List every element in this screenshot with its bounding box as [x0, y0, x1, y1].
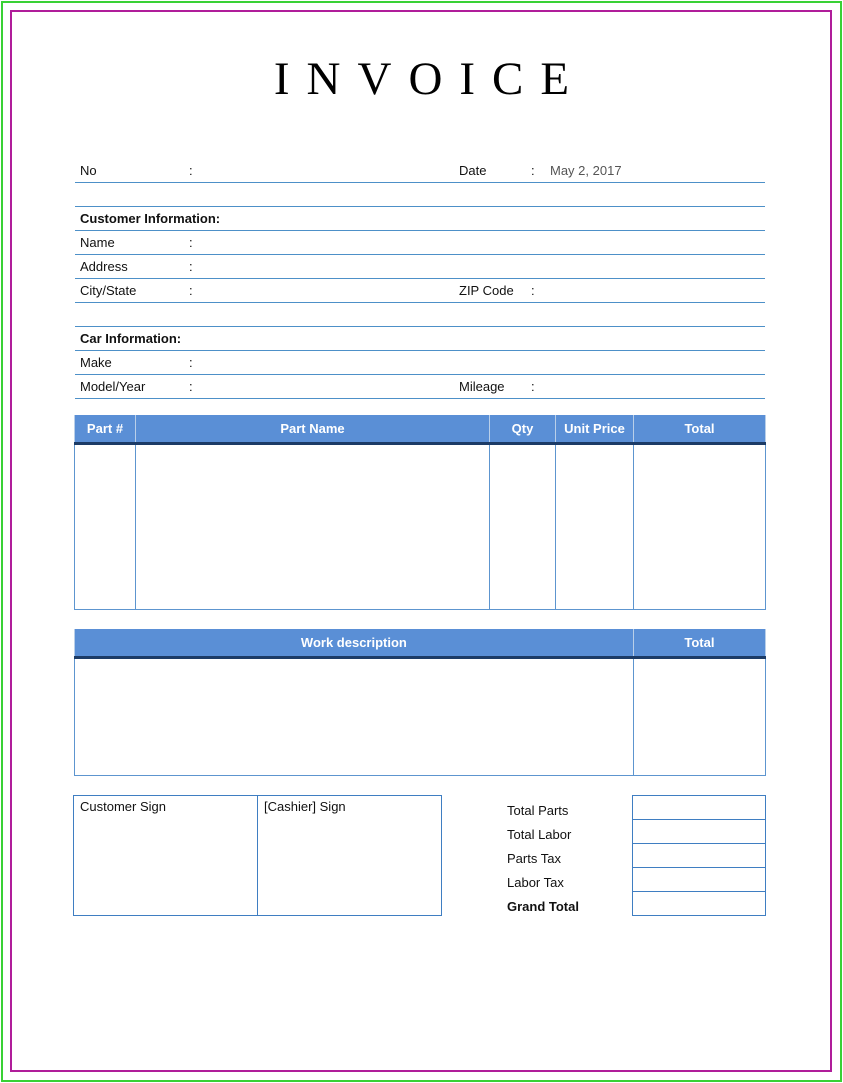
col-qty: Qty: [490, 415, 556, 444]
labor-tax-label: Labor Tax: [507, 875, 564, 890]
car-section-label: Car Information:: [80, 331, 182, 346]
make-label: Make: [80, 355, 112, 370]
total-labor-field[interactable]: [632, 819, 766, 844]
total-parts-field[interactable]: [632, 795, 766, 820]
grand-total-label: Grand Total: [507, 899, 579, 914]
col-unit-price: Unit Price: [556, 415, 634, 444]
row-address[interactable]: [75, 254, 765, 279]
row-name[interactable]: [75, 230, 765, 255]
table-row: [75, 444, 766, 610]
car-section-row: [75, 326, 765, 351]
blank-row: [75, 182, 765, 207]
table-row: [75, 658, 766, 776]
customer-sign-box[interactable]: [73, 795, 258, 916]
customer-section-row: [75, 206, 765, 231]
part-name-cell[interactable]: [136, 444, 490, 610]
row-no-date: [75, 158, 765, 183]
mileage-colon: :: [531, 379, 535, 394]
cashier-sign-box[interactable]: [257, 795, 442, 916]
zip-colon: :: [531, 283, 535, 298]
parts-tax-label: Parts Tax: [507, 851, 561, 866]
city-label: City/State: [80, 283, 137, 298]
row-make[interactable]: [75, 350, 765, 375]
total-cell[interactable]: [634, 444, 766, 610]
parts-tax-field[interactable]: [632, 843, 766, 868]
invoice-title: INVOICE: [273, 53, 587, 105]
no-colon: :: [189, 163, 193, 178]
part-number-cell[interactable]: [75, 444, 136, 610]
model-label: Model/Year: [80, 379, 146, 394]
date-label: Date: [459, 163, 487, 178]
labor-tax-field[interactable]: [632, 867, 766, 892]
col-part-name: Part Name: [136, 415, 490, 444]
col-total: Total: [634, 415, 766, 444]
grand-total-field[interactable]: [632, 891, 766, 916]
customer-sign-label: Customer Sign: [80, 799, 166, 814]
parts-table: [74, 415, 766, 610]
name-colon: :: [189, 235, 193, 250]
model-colon: :: [189, 379, 193, 394]
zip-label: ZIP Code: [459, 283, 514, 298]
address-colon: :: [189, 259, 193, 274]
total-labor-label: Total Labor: [507, 827, 572, 842]
col-part-number: Part #: [75, 415, 136, 444]
qty-cell[interactable]: [490, 444, 556, 610]
work-total-cell[interactable]: [633, 658, 765, 776]
row-city-zip[interactable]: [75, 278, 765, 303]
col-work-description: Work description: [75, 629, 634, 658]
unit-price-cell[interactable]: [556, 444, 634, 610]
mileage-label: Mileage: [459, 379, 505, 394]
work-description-cell[interactable]: [75, 658, 634, 776]
row-model-mileage[interactable]: [75, 374, 765, 399]
address-label: Address: [80, 259, 128, 274]
customer-section-label: Customer Information:: [80, 211, 221, 226]
total-parts-label: Total Parts: [507, 803, 569, 818]
blank-row: [75, 302, 765, 327]
work-table: [74, 629, 766, 776]
make-colon: :: [189, 355, 193, 370]
date-value[interactable]: May 2, 2017: [550, 163, 622, 178]
name-label: Name: [80, 235, 115, 250]
no-label: No: [80, 163, 97, 178]
col-work-total: Total: [633, 629, 765, 658]
city-colon: :: [189, 283, 193, 298]
cashier-sign-label: [Cashier] Sign: [264, 799, 346, 814]
date-colon: :: [531, 163, 535, 178]
